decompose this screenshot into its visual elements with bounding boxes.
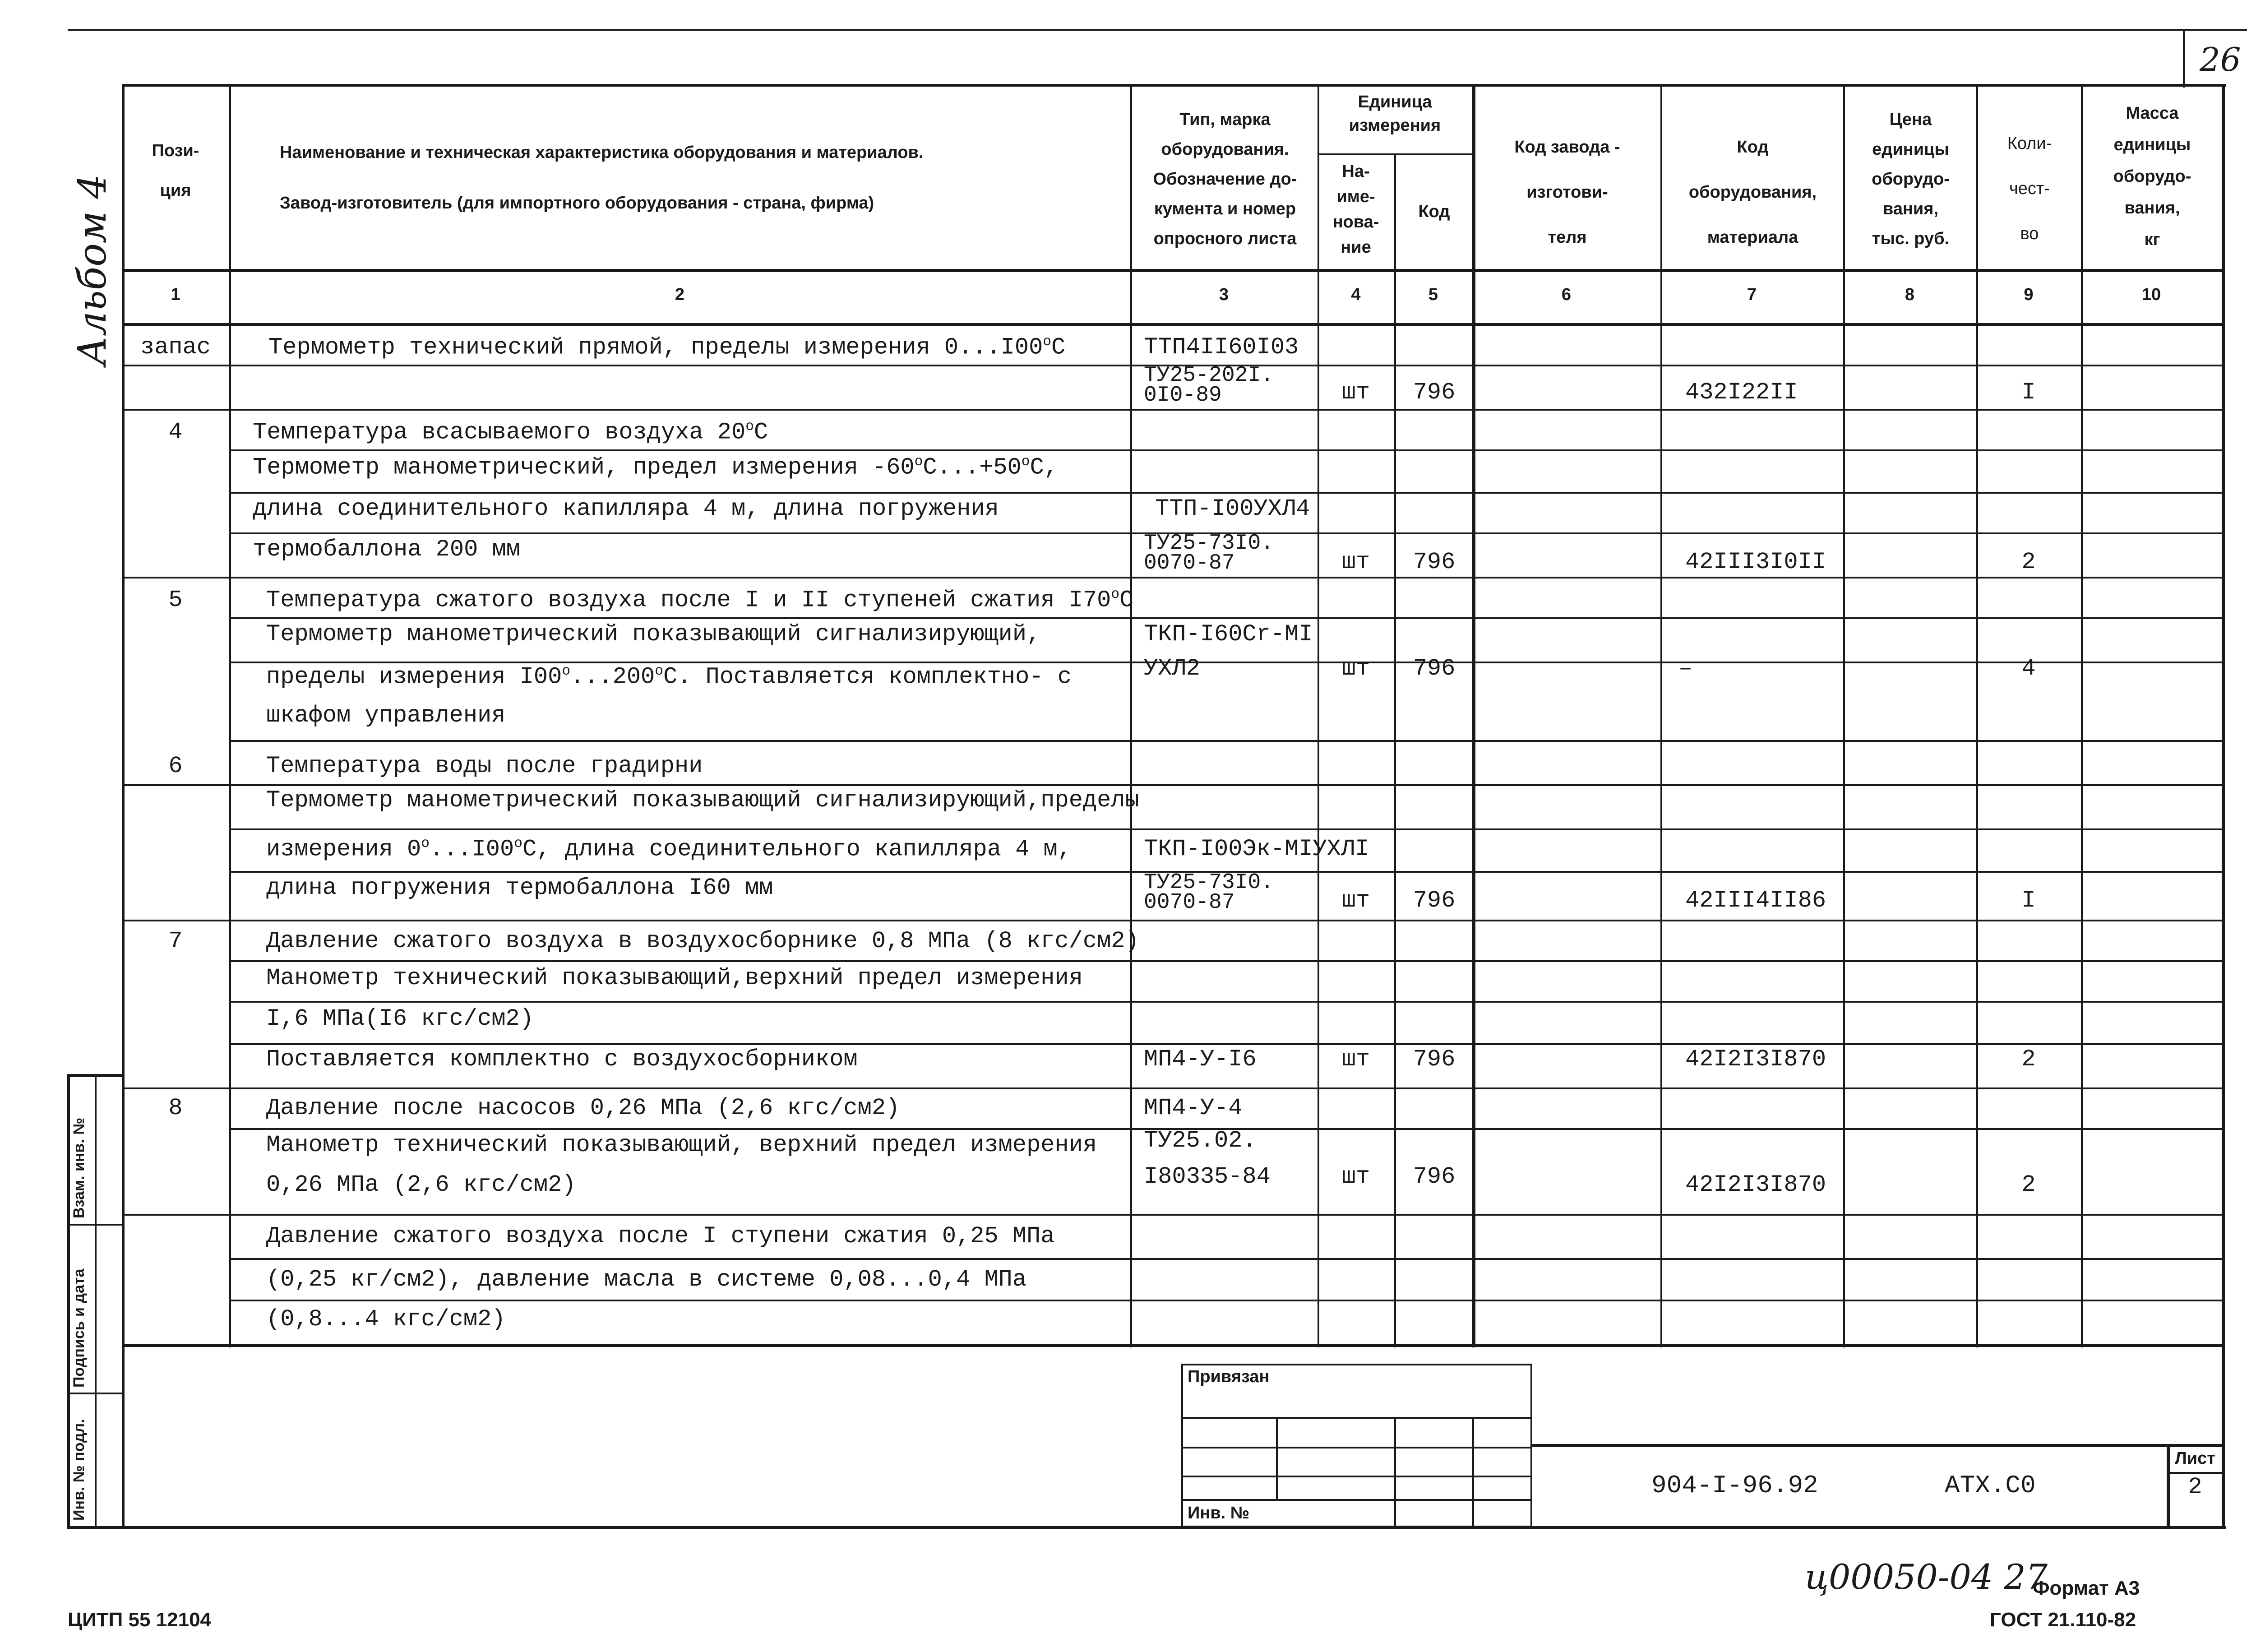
row-equipment-code: 42I2I3I870: [1685, 1046, 1826, 1073]
side-label-replacement: Взам. инв. №: [70, 1117, 88, 1218]
row-sep: [122, 409, 2222, 411]
row-name: (0,25 кг/см2), давление масла в системе 0,08...0,4 МПа: [266, 1266, 1027, 1293]
title-block-top: [1532, 1444, 2222, 1447]
row-name: длина погружения термобаллона I60 мм: [266, 875, 773, 901]
frame-right: [2222, 84, 2225, 1529]
col-sep-7: [1843, 84, 1845, 1347]
row-name: Поставляется комплектно с воздухосборником: [266, 1046, 858, 1073]
row-position: 4: [168, 419, 183, 445]
col-sep-9: [2081, 84, 2083, 1347]
row-sep: [229, 828, 2222, 830]
row-type: ТТП-I00УХЛ4: [1155, 495, 1310, 522]
document-mark: АТХ.С0: [1945, 1471, 2036, 1500]
row-name: (0,8...4 кгс/см2): [266, 1306, 506, 1333]
row-type: ТТП4II60I03: [1144, 334, 1299, 361]
row-sep: [122, 577, 2222, 578]
colnum-1: 1: [171, 285, 180, 304]
row-type: МП4-У-I6: [1144, 1046, 1257, 1073]
list-number: 2: [2188, 1474, 2202, 1500]
row-quantity: 4: [2021, 655, 2036, 682]
colnum-6: 6: [1561, 285, 1572, 304]
row-name: I,6 МПа(I6 кгс/см2): [266, 1005, 534, 1032]
frame-bottom: [67, 1526, 2226, 1529]
row-sep: [229, 617, 2222, 619]
table-bottom: [122, 1344, 2222, 1347]
row-position: 8: [168, 1095, 183, 1121]
side-label-signature: Подпись и дата: [70, 1268, 88, 1388]
col-sep-6: [1660, 84, 1662, 1347]
row-quantity: 2: [2021, 549, 2036, 575]
row-unit: шт: [1341, 549, 1370, 575]
colnum-7: 7: [1747, 285, 1757, 304]
footer-gost: ГОСТ 21.110-82: [1990, 1609, 2136, 1631]
binding-stamp-line: [1181, 1447, 1532, 1448]
footer-left-code: ЦИТП 55 12104: [68, 1609, 212, 1631]
header-factory-code: Код завода - изготови- теля: [1514, 138, 1620, 247]
colnum-2: 2: [675, 285, 685, 304]
row-position: 6: [168, 753, 183, 779]
row-sep: [229, 1001, 2222, 1003]
row-name: шкафом управления: [266, 702, 506, 729]
unit-subheader-line: [1318, 153, 1472, 155]
side-stamp-mid: [95, 1074, 97, 1527]
row-equipment-code: 42III4II86: [1685, 887, 1826, 914]
row-name: Температура воды после градирни: [266, 753, 703, 779]
row-name: Давление после насосов 0,26 МПа (2,6 кгс/см2): [266, 1095, 900, 1121]
row-type: I80335-84: [1144, 1163, 1271, 1190]
binding-stamp-vline: [1394, 1417, 1396, 1527]
side-stamp-top: [67, 1074, 122, 1077]
row-sep: [229, 1258, 2222, 1260]
row-name: Манометр технический показывающий,верхний предел измерения: [266, 965, 1083, 991]
row-unit: шт: [1341, 1046, 1370, 1073]
binding-stamp-line: [1181, 1417, 1532, 1419]
row-name: Температура сжатого воздуха после I и II ступеней сжатия I70$^o$C: [266, 587, 1134, 614]
row-type: УХЛ2: [1144, 655, 1200, 682]
row-type: ТУ25-202I. 0I0-89: [1144, 363, 1274, 407]
row-name: пределы измерения I00$^o$...200$^o$C. Поставляется комплектно- с: [266, 663, 1072, 690]
row-name: Термометр манометрический, предел измерения $-60^oC...+50^oC$,: [253, 454, 1058, 481]
row-sep: [229, 740, 2222, 742]
colnum-bottom-line: [122, 323, 2224, 326]
row-name: Давление сжатого воздуха после I ступени сжатия 0,25 МПа: [266, 1223, 1055, 1249]
row-unit-code: 796: [1413, 379, 1456, 406]
row-equipment-code: 42I2I3I870: [1685, 1171, 1826, 1198]
row-quantity: 2: [2021, 1046, 2036, 1073]
row-sep: [229, 492, 2222, 494]
row-quantity: I: [2021, 887, 2036, 914]
row-position: 7: [168, 928, 183, 954]
row-sep: [122, 920, 2222, 921]
header-position: Пози- ция: [152, 141, 199, 200]
header-type: Тип, марка оборудования. Обозначение до- кумента и номер опросного листа: [1153, 110, 1297, 248]
row-type: ТУ25-73I0. 0070-87: [1144, 531, 1274, 575]
header-name: Наименование и техническая характеристика оборудования и материалов. Завод-изготовитель (для импортного оборудования - страна, фирма): [280, 143, 924, 213]
sheet-number-box-left: [2183, 29, 2185, 88]
binding-stamp-vline: [1472, 1417, 1474, 1527]
row-type: МП4-У-4: [1144, 1095, 1243, 1121]
header-equipment-code: Код оборудования, материала: [1688, 138, 1817, 247]
row-sep: [122, 1214, 2222, 1216]
binding-label: Привязан: [1188, 1367, 1270, 1386]
colnum-4: 4: [1351, 285, 1361, 304]
row-type: ТКП-I60Cr-MI: [1144, 621, 1313, 648]
row-name: Термометр манометрический показывающий сигнализирующий,: [266, 621, 1041, 648]
row-name: термобаллона 200 мм: [253, 536, 520, 563]
colnum-10: 10: [2141, 285, 2161, 304]
row-equipment-code: 432I22II: [1685, 379, 1798, 406]
top-edge-line: [68, 29, 2247, 31]
document-code: 904-I-96.92: [1651, 1471, 1818, 1500]
header-unit-code: Код: [1418, 202, 1450, 221]
row-unit: шт: [1341, 1163, 1370, 1190]
header-price: Цена единицы оборудо- вания, тыс. руб.: [1872, 110, 1950, 248]
row-quantity: I: [2021, 379, 2036, 406]
row-sep: [122, 1087, 2222, 1089]
row-quantity: 2: [2021, 1171, 2036, 1198]
inventory-label: Инв. №: [1188, 1504, 1250, 1522]
col-sep-2: [1130, 84, 1132, 1347]
row-unit-code: 796: [1413, 887, 1456, 914]
row-equipment-code: –: [1678, 655, 1693, 682]
row-name: Термометр технический прямой, пределы измерения 0...I00$^o$C: [268, 334, 1066, 361]
row-type: ТУ25-73I0. 0070-87: [1144, 870, 1274, 915]
sheet-number: 26: [2200, 41, 2241, 79]
row-name: 0,26 МПа (2,6 кгс/см2): [266, 1171, 576, 1198]
colnum-5: 5: [1428, 285, 1438, 304]
side-stamp-sep: [67, 1224, 122, 1226]
header-unit: Единица измерения: [1349, 93, 1441, 135]
row-position: 5: [168, 587, 183, 613]
row-unit-code: 796: [1413, 1163, 1456, 1190]
side-stamp-left: [67, 1074, 70, 1527]
row-equipment-code: 42III3I0II: [1685, 549, 1826, 575]
row-unit-code: 796: [1413, 655, 1456, 682]
row-name: длина соединительного капилляра 4 м, длина погружения: [253, 495, 999, 522]
header-unit-name: На- име- нова- ние: [1332, 162, 1379, 257]
row-name: Термометр манометрический показывающий сигнализирующий,пределы: [266, 787, 1139, 814]
colnum-3: 3: [1219, 285, 1229, 304]
colnum-9: 9: [2024, 285, 2034, 304]
row-sep: [229, 1043, 2222, 1045]
row-unit: шт: [1341, 655, 1370, 682]
row-sep: [229, 960, 2222, 962]
handwritten-archive-number: ц00050-04 27: [1805, 1557, 2048, 1597]
row-unit: шт: [1341, 379, 1370, 406]
row-position: запас: [140, 334, 211, 361]
list-label: Лист: [2175, 1449, 2215, 1468]
row-type: ТКП-I00Эк-MIУХЛI: [1144, 836, 1369, 862]
header-bottom-line: [122, 269, 2224, 272]
row-name: Температура всасываемого воздуха 20$^o$C: [253, 419, 768, 446]
side-label-inventory: Инв. № подл.: [70, 1419, 88, 1521]
row-sep: [229, 449, 2222, 451]
header-mass: Масса единицы оборудо- вания, кг: [2113, 104, 2191, 249]
row-type: ТУ25.02.: [1144, 1127, 1257, 1154]
row-name: Манометр технический показывающий, верхний предел измерения: [266, 1132, 1097, 1158]
row-name: измерения 0$^o$...I00$^o$C, длина соединительного капилляра 4 м,: [266, 836, 1072, 863]
side-stamp-sep: [67, 1393, 122, 1394]
binding-stamp-vline: [1276, 1417, 1278, 1499]
row-sep: [229, 1300, 2222, 1301]
row-sep: [122, 784, 2222, 786]
col-sep-1: [229, 84, 231, 1347]
row-name: Давление сжатого воздуха в воздухосборнике 0,8 МПа (8 кгс/см2): [266, 928, 1139, 954]
binding-stamp-line: [1181, 1476, 1532, 1477]
row-unit-code: 796: [1413, 549, 1456, 575]
col-sep-3: [1318, 84, 1319, 1347]
col-sep-8: [1976, 84, 1978, 1347]
colnum-8: 8: [1905, 285, 1915, 304]
row-unit: шт: [1341, 887, 1370, 914]
header-quantity: Коли- чест- во: [2007, 134, 2052, 243]
col-sep-5: [1472, 84, 1475, 1347]
album-note: Альбом 4: [70, 174, 115, 366]
format-label: Формат А3: [2033, 1577, 2140, 1599]
row-unit-code: 796: [1413, 1046, 1456, 1073]
